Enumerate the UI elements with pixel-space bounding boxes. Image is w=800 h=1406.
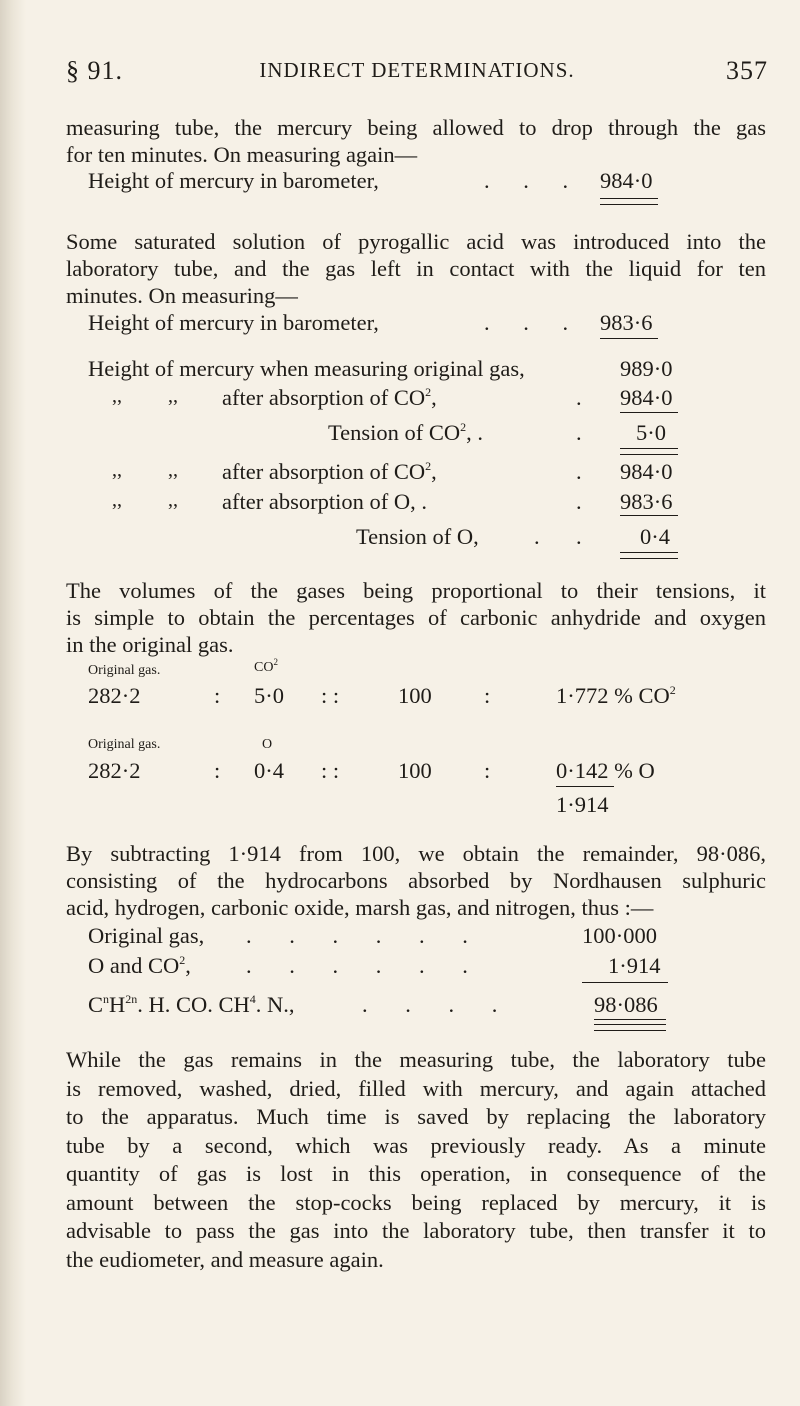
text-line: laboratory tube, and the gas left in contact with the liquid for ten	[66, 256, 766, 281]
prop-co2-value: 5·0	[254, 683, 284, 708]
barometer-value-1: 984·0	[600, 168, 653, 193]
leader-dot: .	[576, 459, 582, 484]
colon: :	[214, 683, 221, 708]
formula-tail: . N.,	[255, 992, 295, 1017]
single-rule	[620, 515, 678, 516]
unit: CO	[638, 683, 670, 708]
text-line: for ten minutes. On measuring again—	[66, 142, 418, 167]
superscript: 2n	[125, 992, 138, 1006]
summary-label-original: Original gas,	[88, 923, 205, 948]
chapter-title: INDIRECT DETERMINATIONS.	[259, 58, 575, 82]
percent-sign: %	[614, 758, 633, 783]
label-tail: ,	[185, 953, 191, 978]
value-original-gas: 989·0	[620, 356, 673, 381]
result-value: 1·772	[556, 683, 609, 708]
text-line: tube by a second, which was previously ready. As a minute	[66, 1132, 766, 1158]
text-line: advisable to pass the gas into the laboratory tube, then transfer it to	[66, 1218, 766, 1243]
double-colon: : :	[321, 758, 340, 783]
single-rule	[594, 1019, 666, 1020]
double-colon: : :	[321, 683, 340, 708]
leader-dots: . . .	[484, 310, 583, 335]
text-line: is removed, washed, dried, filled with mercury, and again attached	[66, 1075, 766, 1101]
leader-dot: .	[576, 524, 582, 549]
summary-value-o-co2: 1·914	[608, 953, 661, 978]
text-line: is simple to obtain the percentages of carbonic anhydride and oxygen	[66, 605, 766, 630]
single-rule	[600, 338, 658, 339]
colon: :	[484, 683, 491, 708]
formula-c: C	[88, 992, 104, 1017]
superscript: 2	[273, 657, 278, 667]
prop-hundred: 100	[398, 683, 432, 708]
ditto-mark: ,,	[168, 489, 178, 511]
tension-o-label: Tension of O,	[356, 524, 479, 549]
unit: O	[638, 758, 655, 783]
colon: :	[484, 758, 491, 783]
text-line: The volumes of the gases being proportional to their tensions, it	[66, 578, 766, 603]
superscript: n	[103, 992, 110, 1006]
text-line: Some saturated solution of pyrogallic acid was introduced into the	[66, 229, 766, 254]
label-text: CO	[254, 660, 274, 675]
tension-row-after-co2	[222, 385, 437, 411]
ditto-mark: ,,	[112, 459, 122, 481]
double-rule	[620, 552, 678, 559]
text-line: acid, hydrogen, carbonic oxide, marsh gas, and nitrogen, thus :—	[66, 895, 654, 920]
tension-row-after-co2-second	[222, 459, 437, 485]
label-tail: ,	[431, 459, 437, 484]
column-head-o: O	[262, 737, 273, 752]
leader-dot: .	[576, 420, 582, 445]
paragraph-measuring-tube	[66, 114, 766, 168]
percent-sign: %	[614, 683, 633, 708]
label-text: Tension of CO	[328, 420, 461, 445]
ditto-mark: ,,	[168, 385, 178, 407]
leader-dot: .	[576, 385, 582, 410]
summary-value-original: 100·000	[582, 923, 657, 948]
paragraph-laboratory-tube	[66, 1046, 766, 1274]
superscript: 2	[179, 953, 186, 967]
label-text: after absorption of CO	[222, 459, 426, 484]
single-rule	[620, 412, 678, 413]
text-line: amount between the stop-cocks being replaced by mercury, it is	[66, 1189, 766, 1215]
tension-row-after-o: after absorption of O, .	[222, 489, 427, 514]
text-line: minutes. On measuring—	[66, 283, 298, 308]
text-line: By subtracting 1·914 from 100, we obtain the remainder, 98·086,	[66, 841, 766, 866]
leader-dots: . . . .	[362, 992, 514, 1017]
leader-dots: . . .	[484, 168, 583, 193]
single-rule	[556, 786, 614, 787]
prop-hundred: 100	[398, 758, 432, 783]
value-after-o: 983·6	[620, 489, 673, 514]
barometer-label-1: Height of mercury in barometer,	[88, 168, 379, 193]
superscript: 2	[460, 420, 467, 434]
tension-row-original-gas: Height of mercury when measuring original gas,	[88, 356, 525, 381]
double-rule	[600, 198, 658, 205]
formula-mid: . H. CO. CH	[137, 992, 250, 1017]
label-tail: ,	[431, 385, 437, 410]
prop-gas-2: 282·2	[88, 758, 141, 783]
prop-sum: 1·914	[556, 792, 609, 817]
paragraph-subtracting	[66, 840, 766, 921]
label-text: after absorption of CO	[222, 385, 426, 410]
running-header	[66, 56, 768, 86]
value-tension-o: 0·4	[640, 524, 670, 549]
prop-o-value: 0·4	[254, 758, 284, 783]
result-value: 0·142	[556, 758, 609, 783]
double-rule	[594, 1024, 666, 1031]
ditto-mark: ,,	[112, 385, 122, 407]
paragraph-volumes	[66, 577, 766, 658]
text-line: in the original gas.	[66, 632, 234, 657]
superscript: 2	[425, 459, 432, 473]
summary-label-hydrocarbons	[88, 992, 295, 1018]
value-after-co2: 984·0	[620, 385, 673, 410]
formula-h: H	[109, 992, 126, 1017]
value-tension-co2: 5·0	[636, 420, 666, 445]
superscript: 4	[249, 992, 256, 1006]
section-number: § 91.	[66, 56, 123, 85]
leader-dots: . . . . . .	[246, 923, 484, 948]
summary-value-hydrocarbons: 98·086	[594, 992, 658, 1017]
ditto-mark: ,,	[168, 459, 178, 481]
leader-dot: .	[534, 524, 540, 549]
label-text: O and CO	[88, 953, 180, 978]
prop-result-o	[556, 758, 655, 784]
text-line: measuring tube, the mercury being allowed to drop through the gas	[66, 115, 766, 140]
leader-dot: .	[576, 489, 582, 514]
label-tail: , .	[466, 420, 484, 445]
text-line: to the apparatus. Much time is saved by replacing the laboratory	[66, 1104, 766, 1129]
summary-label-o-co2	[88, 953, 191, 979]
page-number: 357	[726, 56, 768, 85]
text-line: quantity of gas is lost in this operation, in consequence of the	[66, 1161, 766, 1186]
tension-co2-label	[328, 420, 483, 446]
barometer-label-2: Height of mercury in barometer,	[88, 310, 379, 335]
column-head-co2	[254, 657, 278, 676]
barometer-value-2: 983·6	[600, 310, 653, 335]
superscript: 2	[425, 385, 432, 399]
paragraph-pyrogallic	[66, 228, 766, 309]
ditto-mark: ,,	[112, 489, 122, 511]
single-rule	[582, 982, 668, 983]
prop-gas-1: 282·2	[88, 683, 141, 708]
column-head-original-gas: Original gas.	[88, 737, 161, 752]
text-line: While the gas remains in the measuring tube, the laboratory tube	[66, 1047, 766, 1072]
value-after-co2-second: 984·0	[620, 459, 673, 484]
column-head-original-gas: Original gas.	[88, 663, 161, 678]
leader-dots: . . . . . .	[246, 953, 484, 978]
text-line: the eudiometer, and measure again.	[66, 1246, 384, 1272]
superscript: 2	[669, 683, 676, 697]
text-line: consisting of the hydrocarbons absorbed by Nordhausen sulphuric	[66, 868, 766, 893]
double-rule	[620, 448, 678, 455]
colon: :	[214, 758, 221, 783]
prop-result-co2	[556, 683, 676, 709]
